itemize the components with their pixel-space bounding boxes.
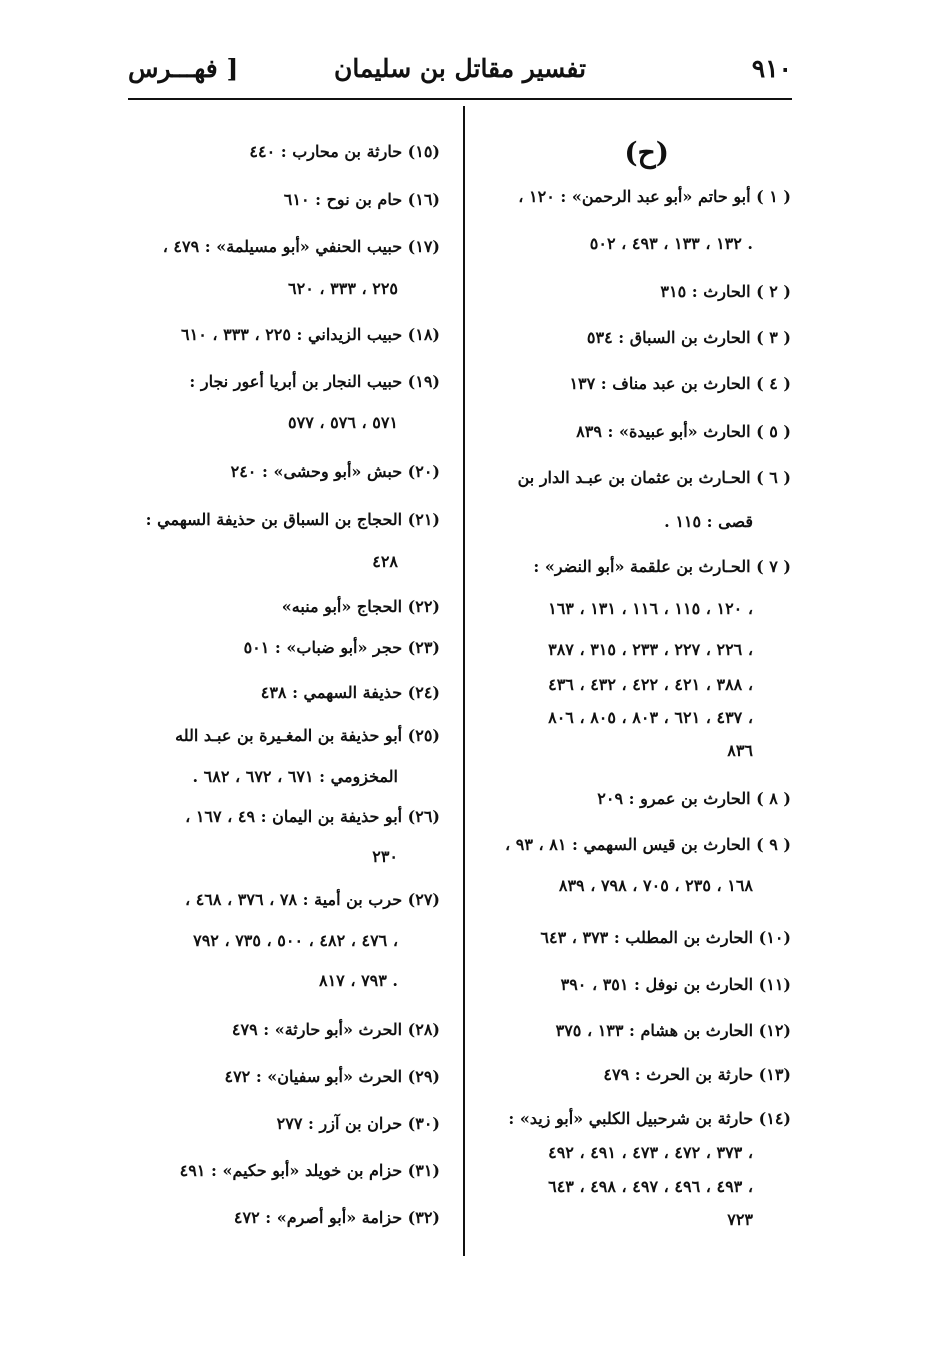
index-entry-continuation: ٢٢٥ ، ٣٣٣ ، ٦٢٠ <box>288 279 398 298</box>
index-entry-continuation: ٤٣٧ ، ٦٢١ ، ٨٠٣ ، ٨٠٥ ، ٨٠٦ ، <box>548 708 753 727</box>
index-entry: ( ٥ ) الحارث «أبو عبيدة» : ٨٣٩ <box>576 422 791 441</box>
index-entry-continuation: ١٦٨ ، ٢٣٥ ، ٧٠٥ ، ٧٩٨ ، ٨٣٩ <box>558 876 753 895</box>
index-entry-continuation: ٤٧٦ ، ٤٨٢ ، ٥٠٠ ، ٧٣٥ ، ٧٩٢ ، <box>193 931 398 950</box>
index-entry: (١٢) الحارث بن هشام : ١٣٣ ، ٣٧٥ <box>555 1021 791 1040</box>
index-entry: (٣٠) حران بن آزر : ٢٧٧ <box>276 1114 440 1133</box>
index-entry: (١٧) حبيب الحنفي «أبو مسيلمة» : ٤٧٩ ، <box>162 237 440 256</box>
index-entry-continuation: ٧٢٣ <box>727 1210 753 1229</box>
index-entry-continuation: ٨٣٦ <box>727 741 753 760</box>
index-entry: (٢١) الحجاج بن السباق بن حذيفة السهمي : <box>145 510 440 529</box>
letter-heading: (ح) <box>624 136 669 169</box>
index-entry: (٢٤) حذيفة السهمي : ٤٣٨ <box>260 683 440 702</box>
index-entry: (٢٦) أبو حذيفة بن اليمان : ٤٩ ، ١٦٧ ، <box>185 807 440 826</box>
index-entry-continuation: ٤٢٨ <box>372 552 398 571</box>
index-entry: ( ٢ ) الحارث : ٣١٥ <box>660 282 791 301</box>
index-entry: (٣١) حزام بن خويلد «أبو حكيم» : ٤٩١ <box>179 1161 440 1180</box>
page-number: ٩١٠ <box>751 54 792 83</box>
section-label: [ فهـــرس <box>128 54 239 83</box>
index-entry: (٢٩) الحرث «أبو سفيان» : ٤٧٢ <box>224 1067 440 1086</box>
index-entry-continuation: المخزومي : ٦٧١ ، ٦٧٢ ، ٦٨٢ . <box>192 767 398 786</box>
index-entry-continuation: ١٢٠ ، ١١٥ ، ١١٦ ، ١٣١ ، ١٦٣ ، <box>548 599 753 618</box>
index-entry-continuation: ٣٧٣ ، ٤٧٢ ، ٤٧٣ ، ٤٩١ ، ٤٩٢ ، <box>548 1143 753 1162</box>
index-entry: (٢٨) الحرث «أبو حارثة» : ٤٧٩ <box>231 1020 440 1039</box>
index-entry-continuation: ٥٧١ ، ٥٧٦ ، ٥٧٧ <box>288 413 398 432</box>
index-entry: (١١) الحارث بن نوفل : ٣٥١ ، ٣٩٠ <box>560 975 791 994</box>
index-entry-continuation: قصى : ١١٥ . <box>664 512 753 531</box>
index-entry: (٢٢) الحجاج «أبو منبه» <box>281 597 440 616</box>
index-entry-continuation: ٢٢٦ ، ٢٢٧ ، ٢٣٣ ، ٣١٥ ، ٣٨٧ ، <box>548 640 753 659</box>
index-entry: ( ٩ ) الحارث بن قيس السهمي : ٨١ ، ٩٣ ، <box>505 835 791 854</box>
index-entry: ( ٤ ) الحارث بن عبد مناف : ١٣٧ <box>569 374 791 393</box>
index-entry: (١٨) حبيب الزيداني : ٢٢٥ ، ٣٣٣ ، ٦١٠ <box>181 325 440 344</box>
index-entry-continuation: ١٣٢ ، ١٣٣ ، ٤٩٣ ، ٥٠٢ . <box>589 234 753 253</box>
index-entry-continuation: ٧٩٣ ، ٨١٧ . <box>318 971 398 990</box>
index-entry: ( ٨ ) الحارث بن عمرو : ٢٠٩ <box>597 789 791 808</box>
index-entry: (١٠) الحارث بن المطلب : ٣٧٣ ، ٦٤٣ <box>540 928 791 947</box>
index-entry: (٣٢) حزامة «أبو أصرم» : ٤٧٢ <box>233 1208 440 1227</box>
running-title: تفسير مقاتل بن سليمان <box>333 54 587 83</box>
index-entry: (٢٥) أبو حذيفة بن المغـيرة بن عبـد الله <box>175 726 440 745</box>
index-entry: ( ٦ ) الحـارث بن عثمان بن عبـد الدار بن <box>517 468 791 487</box>
index-entry: (١٥) حارثة بن محارب : ٤٤٠ <box>249 142 440 161</box>
index-entry-continuation: ٤٩٣ ، ٤٩٦ ، ٤٩٧ ، ٤٩٨ ، ٦٤٣ ، <box>548 1177 753 1196</box>
index-entry: ( ٧ ) الحـارث بن علقمة «أبو النضر» : <box>533 557 791 576</box>
index-entry: (١٩) حبيب النجار بن أبريا أعور نجار : <box>189 372 440 391</box>
index-entry: (١٣) حارثة بن الحرث : ٤٧٩ <box>603 1065 791 1084</box>
index-entry: ( ٣ ) الحارث بن السباق : ٥٣٤ <box>586 328 791 347</box>
index-entry: (١٦) حام بن نوح : ٦١٠ <box>283 190 440 209</box>
index-entry-continuation: ٣٨٨ ، ٤٢١ ، ٤٢٢ ، ٤٣٢ ، ٤٣٦ ، <box>548 675 753 694</box>
index-entry-continuation: ٢٣٠ <box>372 847 398 866</box>
index-entry: (٢٧) حرب بن أمية : ٧٨ ، ٣٧٦ ، ٤٦٨ ، <box>184 890 440 909</box>
index-entry: (١٤) حارثة بن شرحبيل الكلبي «أبو زيد» : <box>508 1109 791 1128</box>
index-entry: (٢٣) حجر «أبو ضباب» : ٥٠١ <box>243 638 440 657</box>
index-entry: ( ١ ) أبو حاتم «أبو عبد الرحمن» : ١٢٠ ، <box>518 187 791 206</box>
index-entry: (٢٠) حبش «أبو وحشى» : ٢٤٠ <box>230 462 440 481</box>
